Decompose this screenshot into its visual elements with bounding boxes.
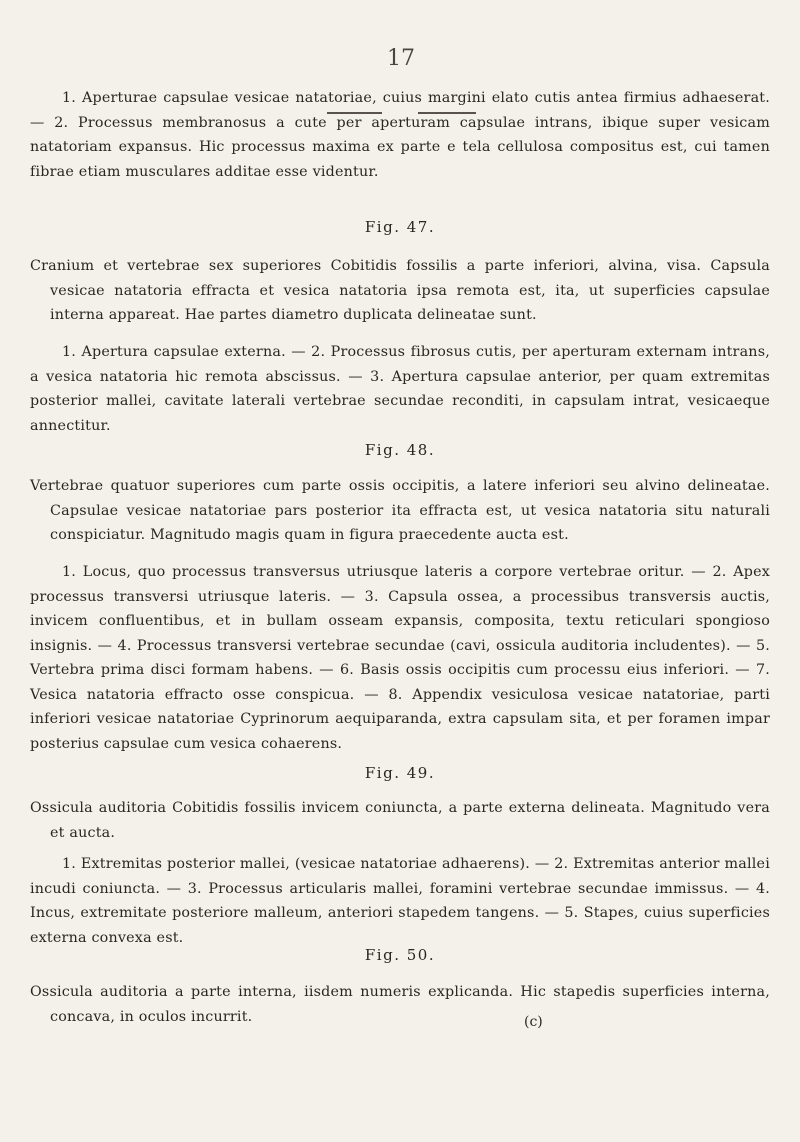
fig49-caption: Ossicula auditoria Cobitidis fossilis invicem coniuncta, a parte externa delineata. Magnitudo vera et aucta. [30,800,770,841]
fig50-caption: Ossicula auditoria a parte interna, iisdem numeris explicanda. Hic stapedis superficies interna, concava, in oculos incurrit. [30,984,770,1025]
fig47-legend-text: 1. Apertura capsulae externa. — 2. Processus fibrosus cutis, per aperturam externam intrans, a vesica natatoria hic remota abscissus. — 3. Apertura capsulae anterior, per quam extremitas posterior mallei, cavitate laterali vertebrae secundae reconditi, in capsulam intrat, vesicaeque annectitur. [30,344,770,434]
fig49-legend-text: 1. Extremitas posterior mallei, (vesicae natatoriae adhaerens). — 2. Extremitas anterior mallei incudi coniuncta. — 3. Processus articularis mallei, foramini vertebrae secundae immissus. — 4. Incus, extremitate posteriore malleum, anteriori stapedem tangens. — 5. Stapes, cuius superficies externa convexa est. [30,856,770,946]
fig48-title: Fig. 48. [364,441,436,459]
fig49-legend [30,852,770,950]
fig47-title: Fig. 47. [364,218,436,236]
fig46-legend-continuation [30,86,770,184]
page-header [0,46,800,76]
fig48-caption: Vertebrae quatuor superiores cum parte ossis occipitis, a latere inferiori seu alvino delineatae. Capsulae vesicae natatoriae pars posterior ita effracta est, ut vesica natatoria situ naturali conspiciatur. Magnitudo magis quam in figura praecedente aucta est. [30,478,770,543]
page-number: 17 [387,46,415,71]
fig50-title: Fig. 50. [364,946,436,964]
fig47-legend [30,340,770,438]
fig48-legend [30,560,770,756]
fig46-legend-text: 1. Aperturae capsulae vesicae natatoriae, cuius margini elato cutis antea firmius adhaeserat. — 2. Processus membranosus a cute per aperturam capsulae intrans, ibique super vesicam natatoriam expansus. Hic processus maxima ex parte e tela cellulosa compositus est, cui tamen fibrae etiam musculares additae esse videntur. [30,90,770,180]
fig48-legend-text: 1. Locus, quo processus transversus utriusque lateris a corpore vertebrae oritur. — 2. Apex processus transversi utriusque lateris. — 3. Capsula ossea, a processibus transversis auctis, invicem confluentibus, et in bullam osseam expansis, composita, textu reticulari spongioso insignis. — 4. Processus transversi vertebrae secundae (cavi, ossicula auditoria includentes). — 5. Vertebra prima disci formam habens. — 6. Basis ossis occipitis cum processu eius inferiori. — 7. Vesica natatoria effracto osse conspicua. — 8. Appendix vesiculosa vesicae natatoriae, parti inferiori vesicae natatoriae Cyprinorum aequiparanda, extra capsulam sita, et per foramen impar posterius capsulae cum vesica cohaerens. [30,564,770,752]
fig49-title: Fig. 49. [364,764,436,782]
fig47-caption: Cranium et vertebrae sex superiores Cobitidis fossilis a parte inferiori, alvina, visa. Capsula vesicae natatoria effracta et vesica natatoria ipsa remota est, ita, ut superficies capsulae interna appareat. Hae partes diametro duplicata delineatae sunt. [30,258,770,323]
signature-mark: (c) [524,1014,543,1030]
